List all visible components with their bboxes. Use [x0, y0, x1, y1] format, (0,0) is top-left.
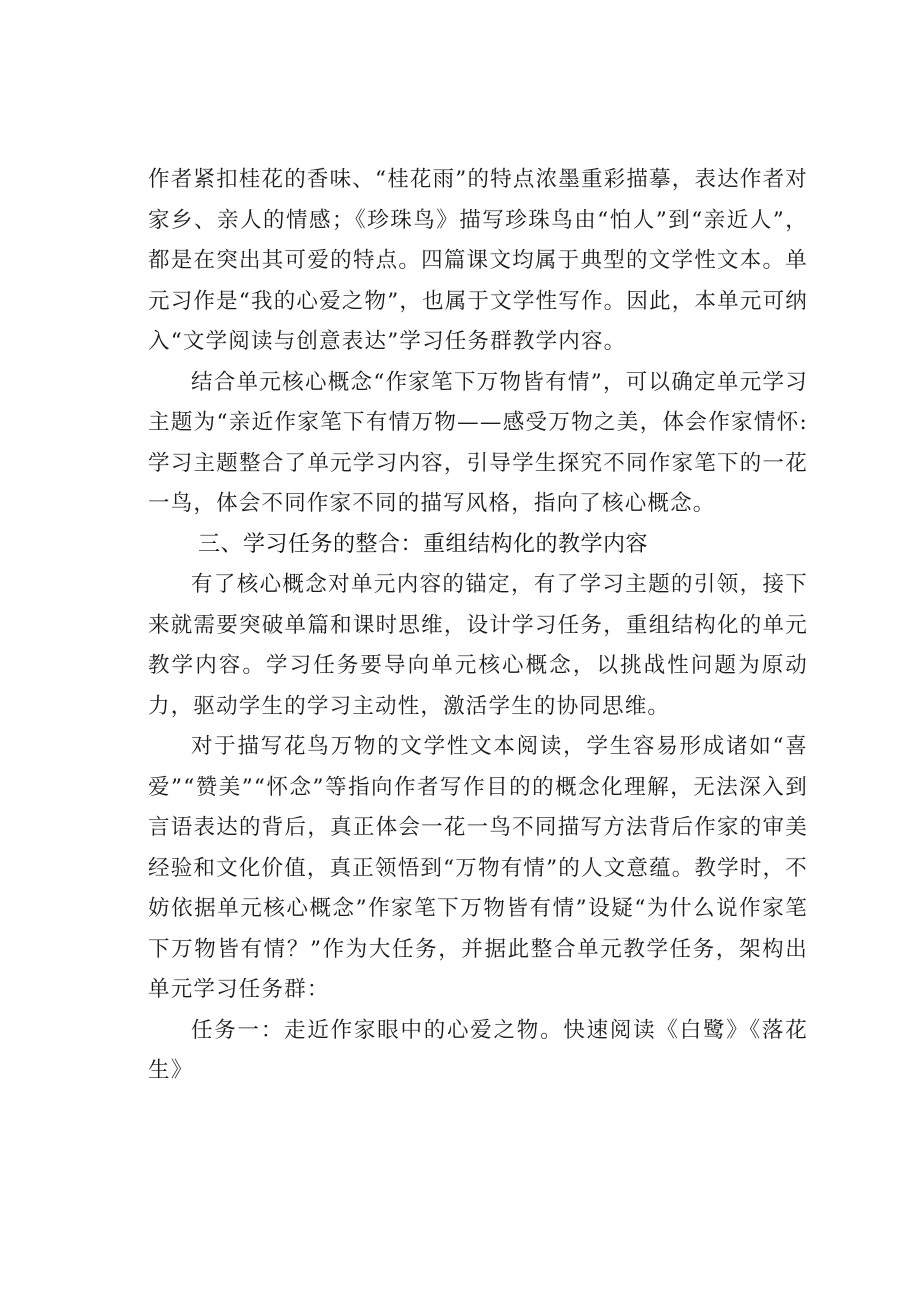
document-page	[148, 160, 808, 1092]
body-paragraph-3: 有了核心概念对单元内容的锚定，有了学习主题的引领，接下来就需要突破单篇和课时思维，设计学习任务，重组结构化的单元教学内容。学习任务要导向单元核心概念，以挑战性问题为原动力，驱动学生的学习主动性，激活学生的协同思维。	[148, 572, 808, 719]
body-paragraph-1: 作者紧扣桂花的香味、“桂花雨”的特点浓墨重彩描摹，表达作者对家乡、亲人的情感；《珍珠鸟》描写珍珠鸟由“怕人”到“亲近人”，都是在突出其可爱的特点。四篇课文均属于典型的文学性文本。单元习作是“我的心爱之物”，也属于文学性写作。因此，本单元可纳入“文学阅读与创意表达”学习任务群教学内容。	[148, 167, 808, 354]
body-paragraph-4: 对于描写花鸟万物的文学性文本阅读，学生容易形成诸如“喜爱”“赞美”“怀念”等指向作者写作目的的概念化理解，无法深入到言语表达的背后，真正体会一花一鸟不同描写方法背后作家的审美经验和文化价值，真正领悟到“万物有情”的人文意蕴。教学时，不妨依据单元核心概念”作家笔下万物皆有情”设疑“为什么说作家笔下万物皆有情？”作为大任务，并据此整合单元教学任务，架构出单元学习任务群：	[148, 734, 808, 1002]
section-heading: 三、学习任务的整合：重组结构化的教学内容	[198, 531, 649, 557]
body-paragraph-2: 结合单元核心概念“作家笔下万物皆有情”，可以确定单元学习主题为“亲近作家笔下有情万物——感受万物之美，体会作家情怀:学习主题整合了单元学习内容，引导学生探究不同作家笔下的一花一鸟，体会不同作家不同的描写风格，指向了核心概念。	[148, 369, 808, 516]
body-paragraph-5: 任务一：走近作家眼中的心爱之物。快速阅读《白鹭》《落花生》	[148, 1017, 808, 1083]
